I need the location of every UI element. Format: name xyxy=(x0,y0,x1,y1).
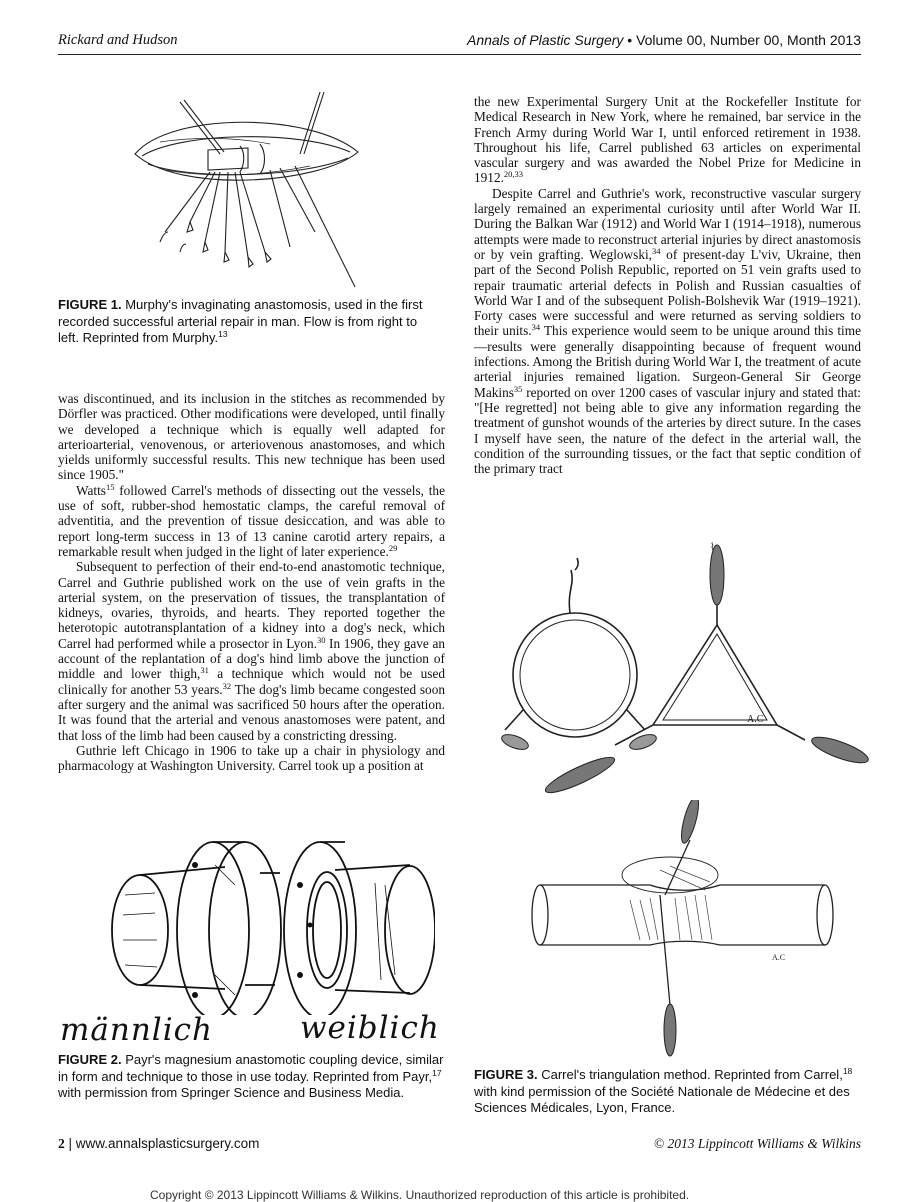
citation: 34 xyxy=(652,245,661,256)
running-head-journal xyxy=(420,32,861,48)
right-paragraph-1 xyxy=(474,94,861,186)
label-weiblich: weiblich xyxy=(300,1010,440,1046)
bullet-separator: • xyxy=(627,32,633,48)
figure3-caption xyxy=(474,1067,859,1117)
journal-url[interactable]: www.annalsplasticsurgery.com xyxy=(75,1136,260,1151)
right-column-text xyxy=(474,94,861,476)
citation: 20,33 xyxy=(503,169,524,180)
text: Watts xyxy=(76,482,106,498)
tie-mark: ⌇ xyxy=(710,542,715,553)
text: of present-day L'viv, Ukraine, then part of the Second Polish Republic, reported on 51 vein grafts used to repair traumatic arterial defects in Polish and Russian casualties of World War I and of the subsequent Polish-Bolshevik War (1919–1921). Forty cases were successful and were returned as serving soldiers to their units. xyxy=(474,246,862,339)
text: Despite Carrel and Guthrie's work, reconstructive vascular surgery largely remained an experimental curiosity until after World War II. During the Balkan War (1912) and World War I (1914–1918), numerous attempts were made to reconstruct arterial injuries by direct anastomosis or by vein grafting. Weglowski, xyxy=(474,185,861,262)
figure1-caption-text: Murphy's invaginating anastomosis, used in the first recorded successful arterial repair in man. Flow is from right to left. Reprinted from Murphy. xyxy=(58,297,423,345)
left-paragraph-2 xyxy=(58,483,445,559)
right-paragraph-2 xyxy=(474,186,861,477)
left-paragraph-4: Guthrie left Chicago in 1906 to take up a chair in physiology and pharmacology at Washington University. Carrel took up a position at xyxy=(58,742,445,774)
figure3-triangulation-illustration xyxy=(530,800,850,1065)
ring-triangle-illustration xyxy=(495,530,870,800)
citation: 34 xyxy=(531,322,541,333)
figure2-coupling-device-illustration xyxy=(95,825,435,1015)
footer-left xyxy=(58,1136,259,1152)
text: In 1906, they gave an account of the replantation of a dog's hind limb above the junction of middle and lower thigh, xyxy=(58,635,445,682)
citation: 31 xyxy=(200,665,209,676)
text: the new Experimental Surgery Unit at the Rockefeller Institute for Medical Research in New York, where he remained, bar service in the French Army during World War I, until enforced retirement in 1938. Throughout his life, Carrel published 63 articles on experimental vascular surgery and was awarded the Nobel Prize for Medicine in 1912. xyxy=(474,94,861,186)
figure2-label: FIGURE 2. xyxy=(58,1052,122,1067)
figure2-caption-text-end: with permission from Springer Science and Business Media. xyxy=(58,1085,405,1100)
citation: 35 xyxy=(513,383,523,394)
figure2-caption-text: Payr's magnesium anastomotic coupling device, similar in form and technique to those in use today. Reprinted from Payr, xyxy=(58,1052,444,1084)
text: followed Carrel's methods of dissecting out the vessels, the use of soft, rubber-shod hemostatic clamps, the careful removal of adventitia, and the prevention of tissue desiccation, and was able to report long-term success in 13 of 13 canine carotid artery repairs, a remarkable result when judged in the light of later experience. xyxy=(58,482,445,559)
figure3-caption-text-end: with kind permission of the Société Nationale de Médecine et des Sciences Médicales, Lyon, France. xyxy=(474,1083,850,1115)
figure2-ref: 17 xyxy=(432,1067,442,1078)
artist-mark-ac-2: A.C xyxy=(772,953,786,962)
figure2-caption xyxy=(58,1052,448,1102)
figure1-caption xyxy=(58,297,438,347)
figure1-label: FIGURE 1. xyxy=(58,297,122,312)
figure1-anastomosis-illustration xyxy=(120,92,370,292)
page-number: 2 xyxy=(58,1136,65,1151)
citation: 30 xyxy=(316,634,326,645)
figure1-ref: 13 xyxy=(218,329,228,339)
cropped-copyright-line: Copyright © 2013 Lippincott Williams & Wilkins. Unauthorized reproduction of this article is prohibited. xyxy=(150,1188,690,1202)
running-head-authors: Rickard and Hudson xyxy=(58,32,178,48)
left-paragraph-1: was discontinued, and its inclusion in the stitches as recommended by Dörfler was practiced. Other modifications were developed, until finally we developed a technique which is equally well adapted for arterioarterial, venovenous, or arteriovenous anastomoses, and which yields uniformly successful results. This new technique has been used since 1905." xyxy=(58,391,445,483)
text: Subsequent to perfection of their end-to-end anastomotic technique, Carrel and Guthrie published work on the use of vein grafts in the arterial system, on the preservation of tissues, the transplantation of kidneys, ovaries, thyroids, and hearts. They reported together the heterotopic autotransplantation of a kidney into a dog's neck, which Carrel had performed while a prosector in Lyon. xyxy=(58,559,445,651)
footer-copyright: © 2013 Lippincott Williams & Wilkins xyxy=(653,1136,861,1151)
figure3-label: FIGURE 3. xyxy=(474,1067,538,1082)
text: reported on over 1200 cases of vascular injury and stated that: "[He regretted] not being able to give any information regarding the treatment of gunshot wounds of the arteries by direct suture. In the cases I myself have seen, the nature of the defect in the arterial wall, the condition of the surrounding tissues, or the fact that septic condition of the primary tract xyxy=(474,384,861,477)
left-paragraph-3 xyxy=(58,559,445,743)
text: The dog's limb became congested soon after surgery and the animal was sacrificed 50 hours after the operation. It was found that the arterial and venous anastomoses were patent, and that loss of the limb had been caused by a constricting dressing. xyxy=(58,681,445,743)
citation: 29 xyxy=(388,542,398,553)
footer-divider: | xyxy=(68,1136,73,1151)
journal-name: Annals of Plastic Surgery xyxy=(466,32,624,48)
label-mannlich: männlich xyxy=(60,1012,213,1048)
artist-mark-ac: A.C xyxy=(747,714,764,725)
figure3-ref: 18 xyxy=(842,1066,853,1076)
citation: 32 xyxy=(222,680,232,691)
header-rule xyxy=(58,54,861,55)
figure3-caption-text: Carrel's triangulation method. Reprinted from Carrel, xyxy=(541,1067,843,1082)
citation: 15 xyxy=(105,481,115,492)
text: This experience would seem to be unique around this time—results were generally disappointing because of frequent wound infections. Among the British during World War I, the treatment of acute arterial injuries remained ligation. Surgeon-General Sir George Makins xyxy=(474,323,861,400)
left-column-text xyxy=(58,391,445,773)
text: a technique which would not be used clinically for another 53 years. xyxy=(58,666,445,697)
issue-info: Volume 00, Number 00, Month 2013 xyxy=(636,32,861,48)
